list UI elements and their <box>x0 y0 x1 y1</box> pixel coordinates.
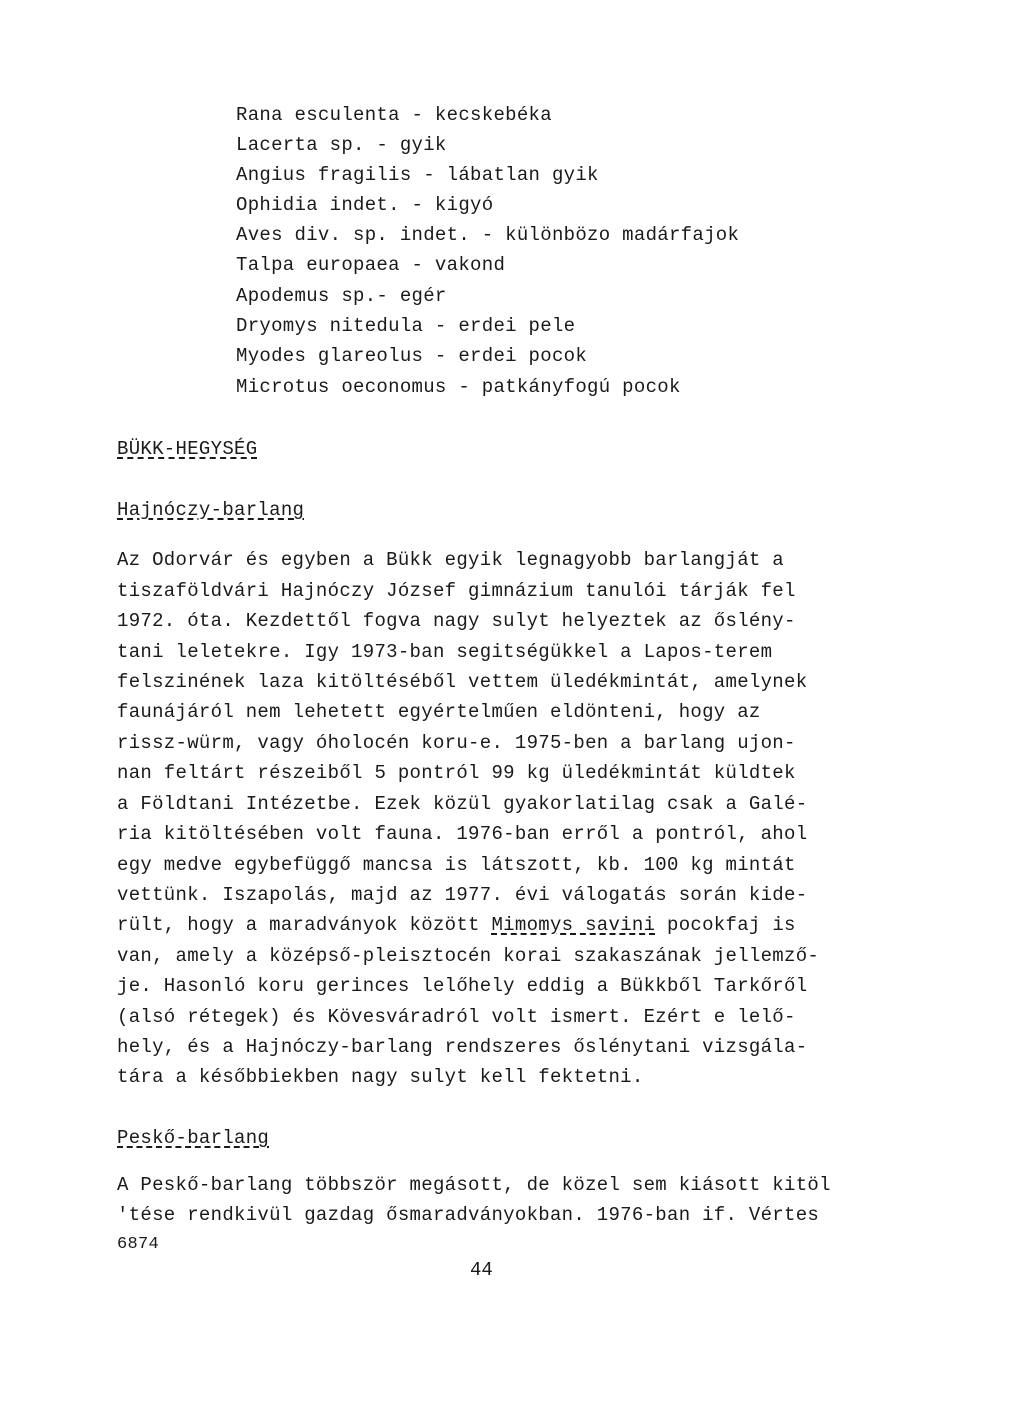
paragraph-line: 1972. óta. Kezdettől fogva nagy sulyt helyeztek az őslény- <box>117 610 796 632</box>
paragraph-line: rissz-würm, vagy óholocén koru-e. 1975-ben a barlang ujon- <box>117 732 796 754</box>
paragraph-line: a Földtani Intézetbe. Ezek közül gyakorlatilag csak a Galé- <box>117 793 808 815</box>
document-number: 6874 <box>117 1235 160 1254</box>
species-line: Dryomys nitedula - erdei pele <box>236 315 576 337</box>
page-number: 44 <box>470 1259 493 1281</box>
species-line: Lacerta sp. - gyik <box>236 134 447 156</box>
section-heading: Peskő-barlang <box>117 1127 270 1149</box>
paragraph-line: faunájáról nem lehetett egyértelműen eldönteni, hogy az <box>117 701 761 723</box>
paragraph-line: van, amely a középső-pleisztocén korai szakaszának jellemző- <box>117 945 820 967</box>
region-heading: BÜKK-HEGYSÉG <box>117 438 258 460</box>
line-text: pocokfaj is <box>655 914 796 936</box>
paragraph-line: tiszaföldvári Hajnóczy József gimnázium tanulói tárják fel <box>117 580 796 602</box>
paragraph-line: nan feltárt részeiből 5 pontról 99 kg üledékmintát küldtek <box>117 762 796 784</box>
species-line: Ophidia indet. - kigyó <box>236 194 494 216</box>
species-line: Rana esculenta - kecskebéka <box>236 104 552 126</box>
line-text: rült, hogy a maradványok között <box>117 914 492 936</box>
species-line: Myodes glareolus - erdei pocok <box>236 345 588 367</box>
paragraph-line: (alsó rétegek) és Kövesváradról volt ismert. Ezért e lelő- <box>117 1006 796 1028</box>
paragraph-line: tára a későbbiekben nagy sulyt kell fektetni. <box>117 1066 644 1088</box>
section-heading: Hajnóczy-barlang <box>117 499 305 521</box>
species-name: Mimomys savini <box>491 914 656 936</box>
paragraph-line: je. Hasonló koru gerinces lelőhely eddig a Bükkből Tarkőről <box>117 975 808 997</box>
species-line: Microtus oeconomus - patkányfogú pocok <box>236 376 681 398</box>
paragraph-line: vettünk. Iszapolás, majd az 1977. évi válogatás során kide- <box>117 884 808 906</box>
paragraph-line <box>117 910 796 940</box>
species-line: Angius fragilis - lábatlan gyik <box>236 164 599 186</box>
paragraph-line: tani leletekre. Igy 1973-ban segitségükkel a Lapos-terem <box>117 641 773 663</box>
species-line: Aves div. sp. indet. - különbözo madárfajok <box>236 224 740 246</box>
paragraph-line: Az Odorvár és egyben a Bükk egyik legnagyobb barlangját a <box>117 549 785 571</box>
paragraph-line: felszinének laza kitöltéséből vettem üledékmintát, amelynek <box>117 671 808 693</box>
paragraph-line: ria kitöltésében volt fauna. 1976-ban erről a pontról, ahol <box>117 823 808 845</box>
paragraph-line: hely, és a Hajnóczy-barlang rendszeres őslénytani vizsgála- <box>117 1036 808 1058</box>
species-line: Apodemus sp.- egér <box>236 285 447 307</box>
paragraph-line: 'tése rendkivül gazdag ősmaradványokban. 1976-ban if. Vértes <box>117 1204 820 1226</box>
paragraph-line: egy medve egybefüggő mancsa is látszott, kb. 100 kg mintát <box>117 854 796 876</box>
paragraph-line: A Peskő-barlang többször megásott, de közel sem kiásott kitöl <box>117 1174 831 1196</box>
species-line: Talpa europaea - vakond <box>236 254 506 276</box>
